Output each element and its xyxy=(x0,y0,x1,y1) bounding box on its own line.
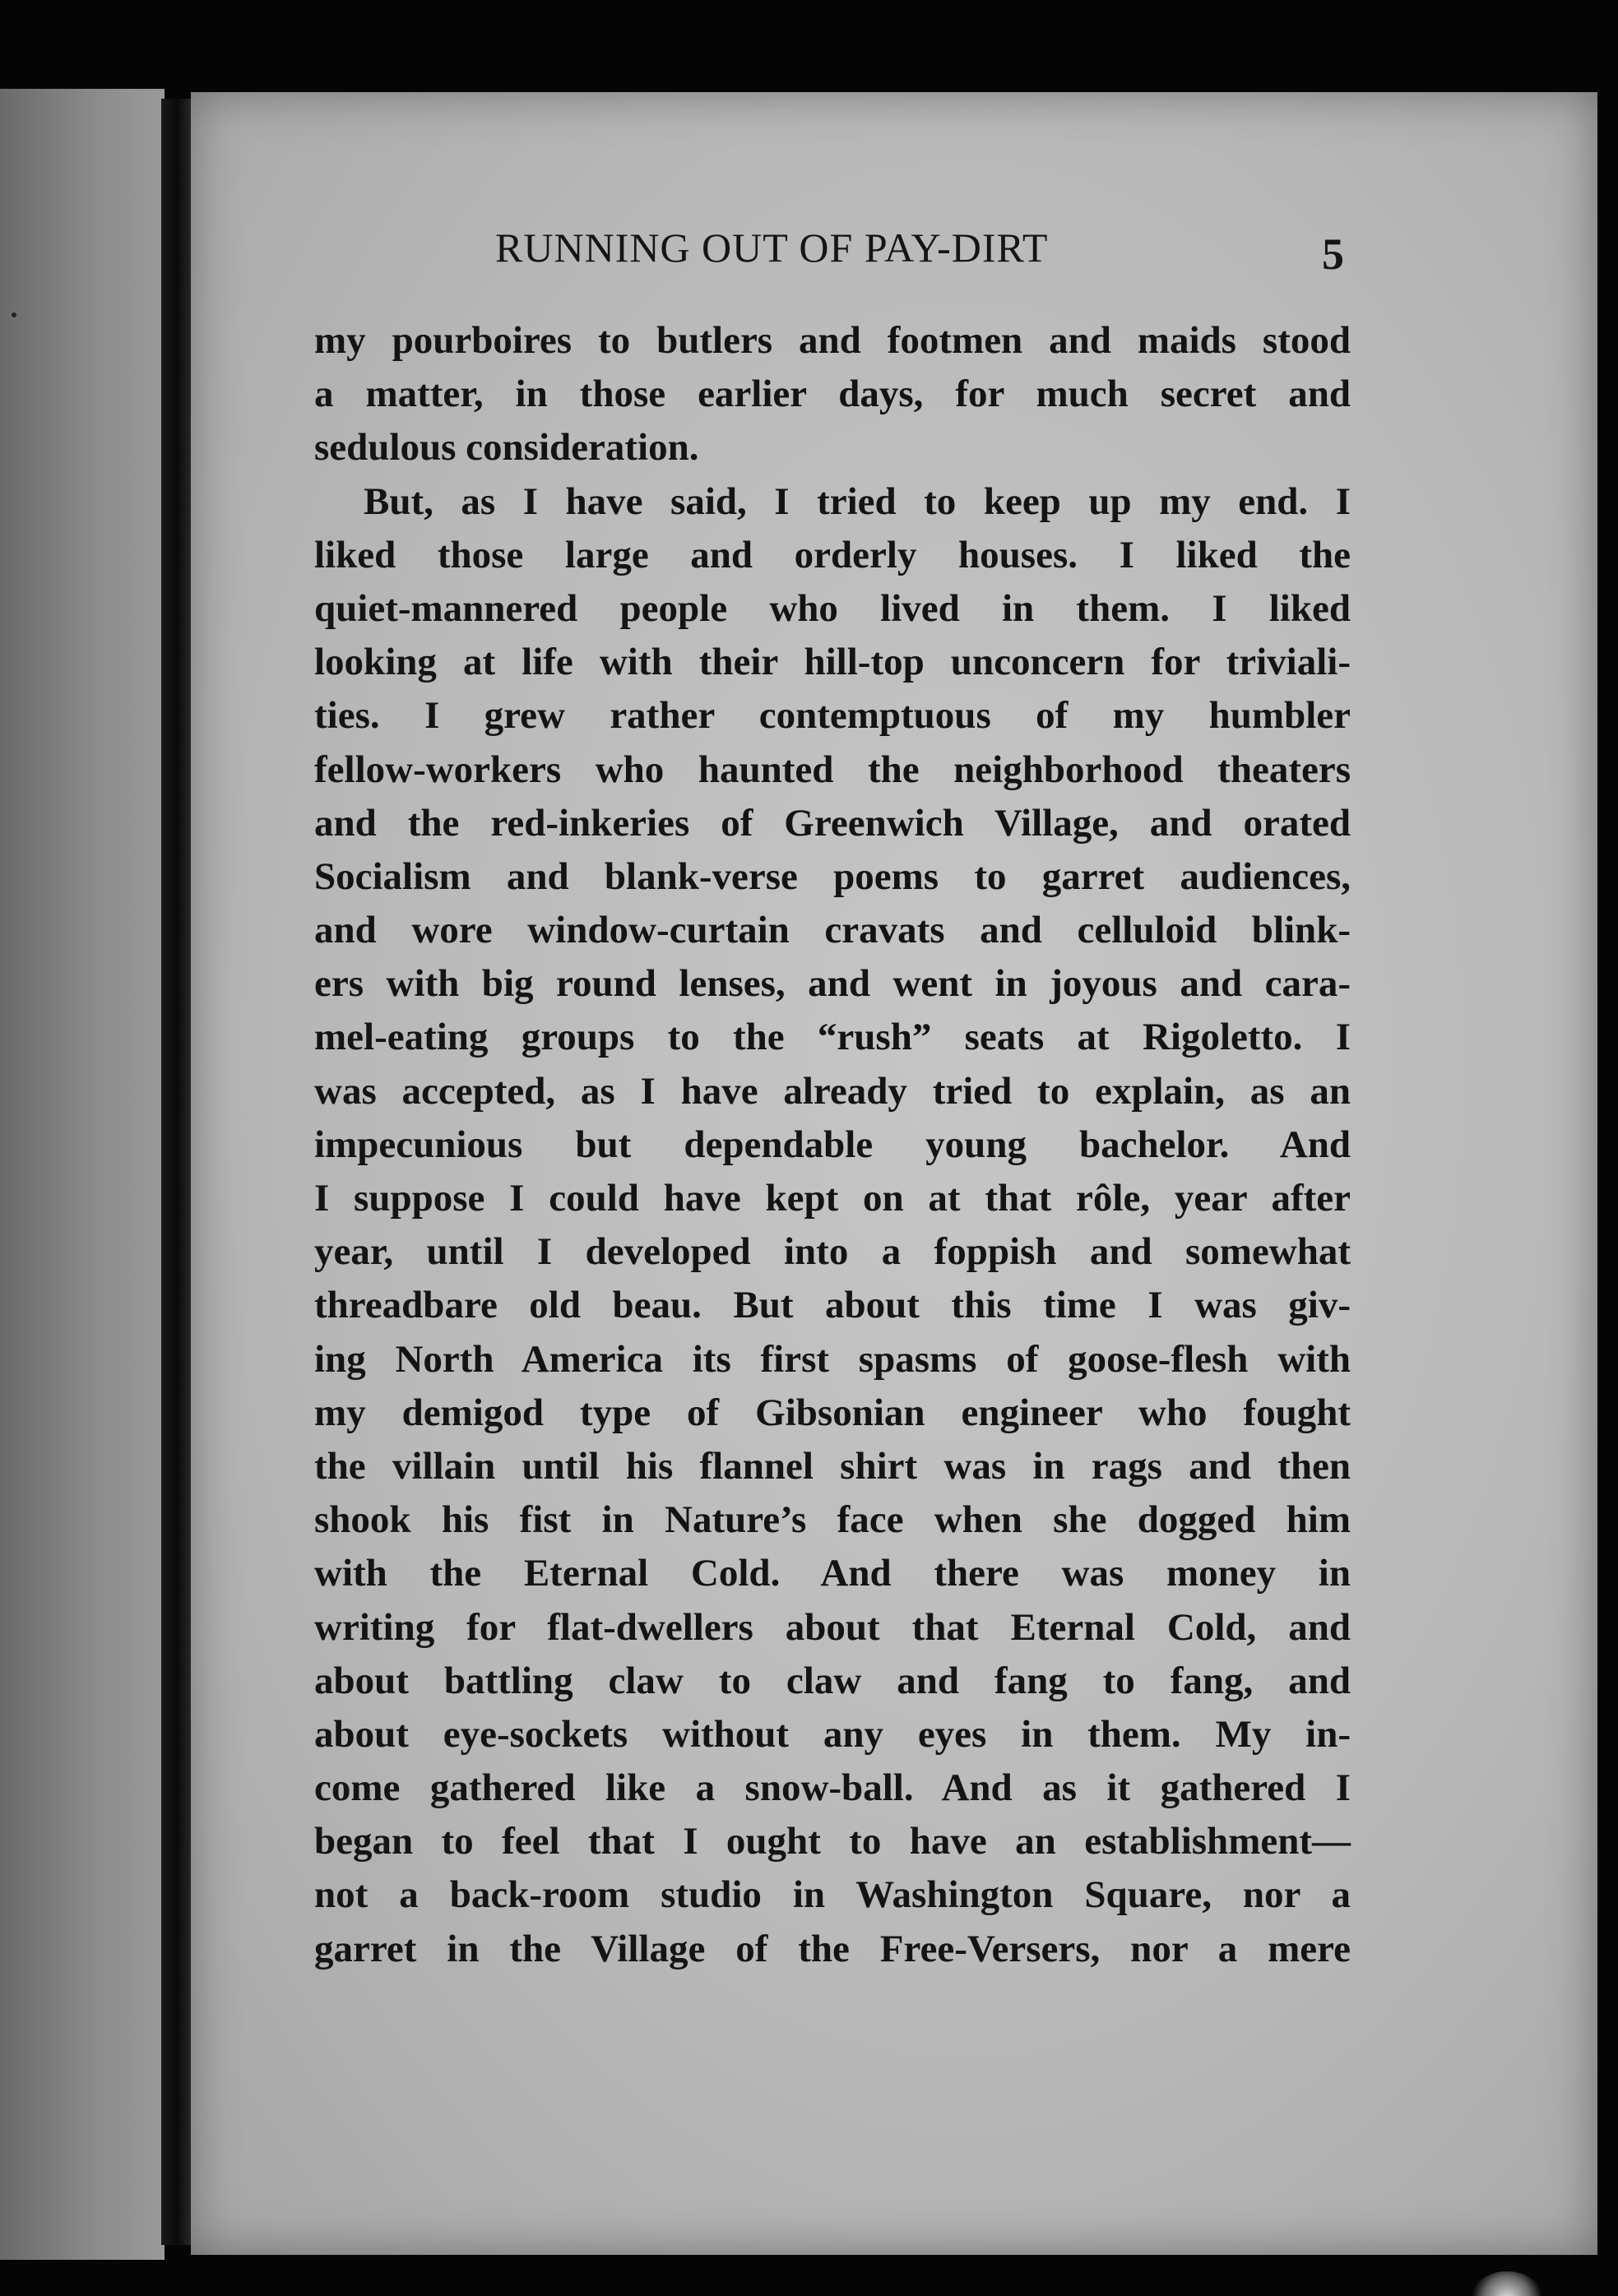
text-line: began to feel that I ought to have an establishment— xyxy=(314,1820,1351,1863)
text-line: my demigod type of Gibsonian engineer who fought xyxy=(314,1391,1351,1434)
text-line: sedulous consideration. xyxy=(314,426,699,470)
text-line: Socialism and blank-verse poems to garret audiences, xyxy=(314,854,1351,898)
facing-page-edge xyxy=(0,89,165,2260)
ink-speck xyxy=(12,312,16,317)
text-line: and the red-inkeries of Greenwich Village, and orated xyxy=(314,801,1351,845)
text-line: year, until I developed into a foppish and somewhat xyxy=(314,1230,1351,1274)
text-line: impecunious but dependable young bachelor. And xyxy=(314,1123,1351,1166)
text-line: ers with big round lenses, and went in joyous and cara- xyxy=(314,962,1351,1006)
running-head: RUNNING OUT OF PAY-DIRT xyxy=(495,225,1049,271)
text-line: quiet-mannered people who lived in them. I liked xyxy=(314,586,1351,630)
text-line: my pourboires to butlers and footmen and maids stood xyxy=(314,319,1351,362)
text-line: looking at life with their hill-top unconcern for triviali- xyxy=(314,641,1351,684)
text-line: about battling claw to claw and fang to fang, and xyxy=(314,1659,1351,1702)
text-line: I suppose I could have kept on at that rôle, year after xyxy=(314,1177,1351,1220)
text-line: writing for flat-dwellers about that Eternal Cold, and xyxy=(314,1605,1351,1649)
text-line: mel-eating groups to the “rush” seats at Rigoletto. I xyxy=(314,1016,1351,1059)
book-page xyxy=(191,92,1597,2255)
text-line: shook his fist in Nature’s face when she dogged him xyxy=(314,1498,1351,1542)
text-line: a matter, in those earlier days, for much secret and xyxy=(314,373,1351,416)
text-line: and wore window-curtain cravats and celluloid blink- xyxy=(314,909,1351,952)
text-line: fellow-workers who haunted the neighborhood theaters xyxy=(314,748,1351,791)
book-spine-shadow xyxy=(161,99,192,2245)
page-number: 5 xyxy=(1322,229,1344,279)
text-line: threadbare old beau. But about this time I was giv- xyxy=(314,1284,1351,1327)
light-glare xyxy=(1470,2271,1544,2296)
text-line: not a back-room studio in Washington Square, nor a xyxy=(314,1873,1351,1917)
text-line: But, as I have said, I tried to keep up my end. I xyxy=(364,479,1351,523)
page-header xyxy=(191,224,1597,298)
text-line: with the Eternal Cold. And there was money in xyxy=(314,1552,1351,1595)
text-line: ing North America its first spasms of goose-flesh with xyxy=(314,1337,1351,1381)
text-line: about eye-sockets without any eyes in them. My in- xyxy=(314,1712,1351,1756)
text-line: the villain until his flannel shirt was in rags and then xyxy=(314,1444,1351,1488)
text-line: was accepted, as I have already tried to explain, as an xyxy=(314,1069,1351,1113)
text-line: garret in the Village of the Free-Versers, nor a mere xyxy=(314,1927,1351,1970)
text-line: liked those large and orderly houses. I liked the xyxy=(314,533,1351,576)
text-line: come gathered like a snow-ball. And as it gathered I xyxy=(314,1766,1351,1810)
text-line: ties. I grew rather contemptuous of my humbler xyxy=(314,694,1351,738)
page-body-text xyxy=(314,314,1351,1976)
